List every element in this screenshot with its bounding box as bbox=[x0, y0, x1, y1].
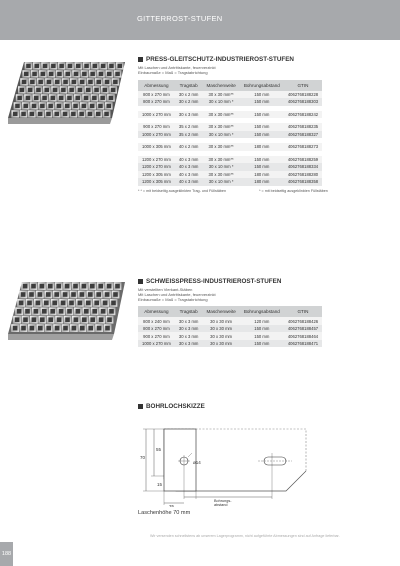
square-bullet-icon bbox=[138, 57, 143, 62]
spec-table-1 bbox=[138, 80, 322, 186]
table-cell: 150 mm bbox=[240, 111, 284, 119]
table-row bbox=[138, 156, 322, 164]
dim-label-spacing-2: abstand bbox=[214, 503, 228, 507]
table-cell: 1200 x 270 mm bbox=[138, 163, 175, 171]
table-cell: 30 x 30 mm** bbox=[202, 171, 239, 179]
table-cell: 150 mm bbox=[240, 332, 284, 340]
table-cell: 4062768188457 bbox=[284, 325, 322, 333]
footer-note: Wir versenden schnellstens ab unserem Lagerprogramm, nicht aufgeführte Abmessungen sind auf Anfrage lieferbar. bbox=[150, 534, 340, 538]
table-cell: 150 mm bbox=[240, 325, 284, 333]
table-cell: 150 mm bbox=[240, 123, 284, 131]
table-cell: 4062768188273 bbox=[284, 143, 322, 151]
table-cell: 800 x 270 mm bbox=[138, 325, 175, 333]
dim-label-spacing-1: Bohrungs- bbox=[214, 499, 232, 503]
column-header: Tragstab bbox=[175, 306, 203, 317]
header-bar bbox=[0, 0, 400, 40]
page-title: GITTERROST-STUFEN bbox=[137, 14, 223, 23]
table-cell: 4062768188464 bbox=[284, 332, 322, 340]
table-row bbox=[138, 171, 322, 179]
table-row bbox=[138, 111, 322, 119]
section-press-gleitschutz bbox=[138, 55, 360, 193]
section-heading: PRESS-GLEITSCHUTZ-INDUSTRIEROST-STUFEN bbox=[138, 55, 360, 64]
table-cell: 40 x 3 mm bbox=[175, 178, 203, 186]
product-photo-2 bbox=[8, 280, 125, 340]
table-cell: 1200 x 270 mm bbox=[138, 156, 175, 164]
table-cell: 4062768188334 bbox=[284, 163, 322, 171]
table-cell: 1000 x 270 mm bbox=[138, 340, 175, 348]
table-cell: 30 x 3 mm bbox=[175, 325, 203, 333]
square-bullet-icon bbox=[138, 279, 143, 284]
square-bullet-icon bbox=[138, 404, 143, 409]
column-header: GTIN bbox=[284, 80, 322, 91]
column-header: Bohrungsabstand bbox=[240, 306, 284, 317]
drill-hole-sketch bbox=[136, 419, 321, 512]
table-cell: 150 mm bbox=[240, 131, 284, 139]
table-cell: 180 mm bbox=[240, 171, 284, 179]
dim-label-55: 55 bbox=[156, 447, 162, 452]
column-header: Maschenweite bbox=[202, 80, 239, 91]
table-cell: 30 x 30 mm bbox=[202, 332, 239, 340]
column-header: Maschenweite bbox=[202, 306, 239, 317]
table-cell: 4062768188426 bbox=[284, 317, 322, 325]
table-cell: 30 x 30 mm** bbox=[202, 143, 239, 151]
table-cell: 30 x 2 mm bbox=[175, 91, 203, 99]
table-cell: 4062768188228 bbox=[284, 91, 322, 99]
table-cell: 30 x 3 mm bbox=[175, 340, 203, 348]
table-cell: 30 x 3 mm bbox=[175, 111, 203, 119]
table-cell: 900 x 270 mm bbox=[138, 332, 175, 340]
table-cell: 30 x 10 mm * bbox=[202, 131, 239, 139]
column-header: GTIN bbox=[284, 306, 322, 317]
table-row bbox=[138, 123, 322, 131]
table-cell: 30 x 3 mm bbox=[175, 317, 203, 325]
table-cell: 4062768188327 bbox=[284, 131, 322, 139]
table-cell: 800 x 270 mm bbox=[138, 91, 175, 99]
section-description: Mit Laschen und Antrittskante, feuerverzinkt Einbaumaße = Maß = Tragstabrichtung bbox=[138, 65, 216, 75]
table-cell: 30 x 10 mm * bbox=[202, 178, 239, 186]
table-cell: 1200 x 305 mm bbox=[138, 178, 175, 186]
table-row bbox=[138, 325, 322, 333]
section-schweisspress bbox=[138, 277, 322, 347]
table-cell: 1200 x 305 mm bbox=[138, 171, 175, 179]
table-cell: 800 x 240 mm bbox=[138, 317, 175, 325]
table-row bbox=[138, 143, 322, 151]
table-cell: 4062768188242 bbox=[284, 111, 322, 119]
table-cell: 120 mm bbox=[240, 317, 284, 325]
table-cell: 30 x 30 mm** bbox=[202, 111, 239, 119]
table-cell: 1000 x 270 mm bbox=[138, 131, 175, 139]
table-cell: 35 x 2 mm bbox=[175, 123, 203, 131]
table-row bbox=[138, 178, 322, 186]
table-cell: 30 x 30 mm** bbox=[202, 156, 239, 164]
column-header: Bohrungsabstand bbox=[240, 80, 284, 91]
section-description: Mit verstellten Vierkant-Stäben Mit Laschen und Antrittskante, feuerverzinkt Einbaumaße = Maß = Tragstabrichtung bbox=[138, 287, 216, 302]
table-row bbox=[138, 131, 322, 139]
dim-label-35: 35 bbox=[169, 504, 175, 507]
table-cell: 40 x 2 mm bbox=[175, 143, 203, 151]
table-cell: 4062768188280 bbox=[284, 171, 322, 179]
table-cell: 30 x 30 mm bbox=[202, 317, 239, 325]
table-cell: 30 x 30 mm bbox=[202, 340, 239, 348]
section-heading: SCHWEISSPRESS-INDUSTRIEROST-STUFEN bbox=[138, 277, 322, 286]
dim-label-15: 15 bbox=[157, 482, 163, 487]
table-cell: 180 mm bbox=[240, 178, 284, 186]
table-cell: 900 x 270 mm bbox=[138, 123, 175, 131]
table-cell: 35 x 2 mm bbox=[175, 131, 203, 139]
product-photo-1 bbox=[8, 58, 125, 124]
table-cell: 150 mm bbox=[240, 91, 284, 99]
table-row bbox=[138, 340, 322, 348]
page-number: 188 bbox=[0, 542, 13, 566]
table-cell: 150 mm bbox=[240, 163, 284, 171]
table-cell: 1000 x 305 mm bbox=[138, 143, 175, 151]
table-cell: 150 mm bbox=[240, 340, 284, 348]
table-cell: 30 x 30 mm** bbox=[202, 91, 239, 99]
table-cell: 4062768188303 bbox=[284, 98, 322, 106]
table-cell: 30 x 30 mm bbox=[202, 325, 239, 333]
dim-label-70: 70 bbox=[140, 455, 146, 460]
column-header: Abmessung bbox=[138, 80, 175, 91]
table-cell: 4062768188259 bbox=[284, 156, 322, 164]
table-cell: 40 x 3 mm bbox=[175, 163, 203, 171]
table-cell: 150 mm bbox=[240, 156, 284, 164]
table-row bbox=[138, 332, 322, 340]
table-cell: 30 x 30 mm** bbox=[202, 123, 239, 131]
table-row bbox=[138, 91, 322, 99]
table-cell: 4062768188235 bbox=[284, 123, 322, 131]
section-heading: BOHRLOCHSKIZZE bbox=[138, 402, 205, 411]
table-cell: 30 x 10 mm * bbox=[202, 163, 239, 171]
table-row bbox=[138, 163, 322, 171]
table-row bbox=[138, 317, 322, 325]
footnote: * * = mit beidseitig ausgeklinkten Trag- und Füllstäben * = mit beidseitig ausgeklinkten Füllstäben bbox=[138, 188, 328, 193]
table-row bbox=[138, 98, 322, 106]
table-cell: 30 x 10 mm * bbox=[202, 98, 239, 106]
table-cell: 150 mm bbox=[240, 98, 284, 106]
section-bohrlochskizze bbox=[138, 402, 205, 411]
table-cell: 4062768188358 bbox=[284, 178, 322, 186]
table-cell: 1000 x 270 mm bbox=[138, 111, 175, 119]
spec-table-2 bbox=[138, 306, 322, 347]
column-header: Abmessung bbox=[138, 306, 175, 317]
table-cell: 180 mm bbox=[240, 143, 284, 151]
table-cell: 30 x 2 mm bbox=[175, 98, 203, 106]
table-cell: 4062768188471 bbox=[284, 340, 322, 348]
column-header: Tragstab bbox=[175, 80, 203, 91]
table-cell: 40 x 3 mm bbox=[175, 171, 203, 179]
table-cell: 30 x 3 mm bbox=[175, 332, 203, 340]
dim-label-hole: ø14 bbox=[193, 460, 201, 465]
table-cell: 800 x 270 mm bbox=[138, 98, 175, 106]
table-cell: 40 x 3 mm bbox=[175, 156, 203, 164]
sketch-caption: Laschenhöhe 70 mm bbox=[138, 510, 191, 516]
